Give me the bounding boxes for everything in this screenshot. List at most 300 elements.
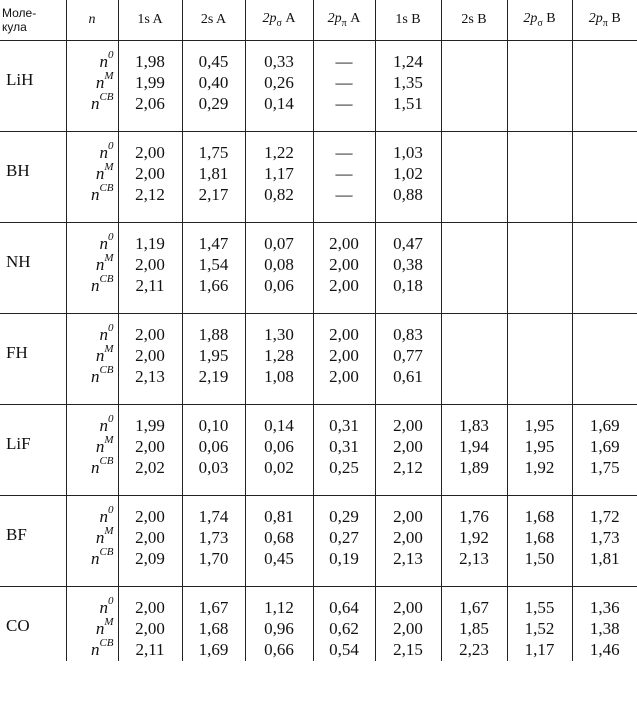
column-header — [507, 0, 572, 41]
n-label — [67, 366, 114, 387]
value: 1,73 — [198, 528, 229, 547]
value: 0,02 — [264, 458, 294, 477]
molecule-row-nh — [0, 223, 637, 298]
column-header-subscript: π — [602, 17, 608, 29]
value-cell — [375, 314, 441, 389]
value-cell — [118, 405, 182, 480]
gap-cell — [182, 388, 245, 405]
value — [573, 142, 637, 163]
n-label — [67, 275, 114, 296]
molecule-row-bf — [0, 496, 637, 571]
value: 0,18 — [393, 276, 423, 295]
value — [442, 72, 507, 93]
row-gap — [0, 206, 637, 223]
value: 1,75 — [589, 458, 620, 477]
value: 0,68 — [264, 528, 294, 547]
value: 1,54 — [198, 255, 229, 274]
molecule-header-line-1: Моле- — [2, 6, 37, 20]
value: 1,12 — [264, 598, 294, 617]
value-cell — [375, 223, 441, 298]
n-label-cell — [66, 132, 118, 207]
gap-cell — [245, 388, 313, 405]
n-label — [67, 457, 114, 478]
n-label-superscript: CB — [99, 273, 114, 286]
n-label-superscript: CB — [99, 455, 114, 468]
n-label-cell — [66, 314, 118, 389]
value: 2,00 — [135, 346, 165, 365]
value: 0,27 — [329, 528, 359, 547]
value — [442, 345, 507, 366]
value: 1,99 — [135, 73, 165, 92]
value: 0,07 — [264, 234, 294, 253]
value: 1,02 — [393, 164, 423, 183]
molecule-row-lih — [0, 41, 637, 116]
molecule-row-lif — [0, 405, 637, 480]
n-label-base: n — [99, 416, 108, 435]
n-label-superscript: 0 — [108, 322, 114, 335]
value-cell — [245, 405, 313, 480]
value: 1,30 — [264, 325, 294, 344]
value-cell — [118, 132, 182, 207]
value: — — [335, 73, 353, 92]
n-label-base: n — [99, 52, 108, 71]
molecule-header — [0, 0, 66, 41]
value-cell — [375, 41, 441, 116]
value-cell — [507, 496, 572, 571]
value-cell — [118, 223, 182, 298]
n-label-base: n — [95, 346, 105, 365]
value: 0,19 — [329, 549, 359, 568]
value — [442, 93, 507, 114]
value — [573, 275, 637, 296]
value-cell — [375, 496, 441, 571]
value: 1,74 — [198, 507, 229, 526]
value: 2,23 — [459, 640, 489, 659]
gap-cell — [118, 479, 182, 496]
n-label-superscript: M — [104, 252, 114, 265]
value: 0,25 — [329, 458, 359, 477]
gap-cell — [0, 206, 66, 223]
value: 0,88 — [393, 185, 423, 204]
n-label — [67, 51, 114, 72]
value-cell — [313, 587, 375, 662]
value-cell — [572, 587, 637, 662]
value: 0,77 — [393, 346, 423, 365]
gap-cell — [66, 570, 118, 587]
value: — — [335, 185, 353, 204]
value: 0,96 — [264, 619, 294, 638]
n-label — [67, 618, 114, 639]
n-label-superscript: 0 — [108, 413, 114, 426]
value — [573, 233, 637, 254]
column-header — [182, 0, 245, 41]
value-cell — [118, 496, 182, 571]
value-cell — [507, 132, 572, 207]
value-cell — [245, 223, 313, 298]
n-label-superscript: 0 — [108, 595, 114, 608]
gap-cell — [118, 297, 182, 314]
value: 2,00 — [393, 598, 423, 617]
n-label-superscript: M — [104, 161, 114, 174]
value: 0,66 — [264, 640, 294, 659]
n-label — [67, 93, 114, 114]
column-header-suffix: B — [542, 11, 556, 27]
value: 0,08 — [264, 255, 294, 274]
value: 1,08 — [264, 367, 294, 386]
value-cell — [118, 41, 182, 116]
value-cell — [441, 223, 507, 298]
value-cell — [572, 132, 637, 207]
value: 1,94 — [459, 437, 489, 456]
value-cell — [572, 405, 637, 480]
value: 2,00 — [393, 437, 423, 456]
value: 1,17 — [524, 640, 555, 659]
value: 1,52 — [524, 619, 555, 638]
value: 0,45 — [264, 549, 294, 568]
gap-cell — [182, 206, 245, 223]
value: 1,55 — [524, 598, 555, 617]
gap-cell — [245, 570, 313, 587]
value: 2,11 — [135, 276, 165, 295]
gap-cell — [375, 297, 441, 314]
value-cell — [572, 496, 637, 571]
value-cell — [313, 314, 375, 389]
molecule-row-fh — [0, 314, 637, 389]
gap-cell — [441, 206, 507, 223]
value-cell — [182, 41, 245, 116]
value — [442, 184, 507, 205]
value-cell — [182, 496, 245, 571]
value: 0,45 — [198, 52, 229, 71]
value: 2,13 — [393, 549, 423, 568]
value — [573, 93, 637, 114]
gap-cell — [66, 297, 118, 314]
value: 1,47 — [198, 234, 229, 253]
value — [442, 233, 507, 254]
n-label-base: n — [99, 143, 108, 162]
molecule-row-bh — [0, 132, 637, 207]
gap-cell — [375, 388, 441, 405]
gap-cell — [572, 297, 637, 314]
value: 0,47 — [393, 234, 423, 253]
n-label-superscript: CB — [99, 637, 114, 650]
value: 0,14 — [264, 416, 294, 435]
gap-cell — [441, 388, 507, 405]
value: 2,13 — [459, 549, 489, 568]
gap-cell — [507, 297, 572, 314]
value: 1,68 — [524, 528, 555, 547]
gap-cell — [0, 479, 66, 496]
n-label — [67, 436, 114, 457]
value: 2,00 — [393, 619, 423, 638]
value-cell — [441, 314, 507, 389]
value: 2,15 — [393, 640, 423, 659]
row-gap — [0, 388, 637, 405]
gap-cell — [66, 206, 118, 223]
value — [508, 233, 572, 254]
value: 0,64 — [329, 598, 359, 617]
value: 0,10 — [198, 416, 229, 435]
n-label-superscript: CB — [99, 546, 114, 559]
gap-cell — [245, 115, 313, 132]
column-header-subscript: π — [341, 17, 347, 29]
value-cell — [245, 587, 313, 662]
value: 1,98 — [135, 52, 165, 71]
gap-cell — [441, 115, 507, 132]
column-header — [313, 0, 375, 41]
n-label-cell — [66, 223, 118, 298]
value — [573, 345, 637, 366]
value: 2,00 — [329, 346, 359, 365]
value: 2,17 — [198, 185, 229, 204]
value-cell — [182, 587, 245, 662]
value: 2,13 — [135, 367, 165, 386]
gap-cell — [507, 388, 572, 405]
gap-cell — [118, 388, 182, 405]
n-label-base: n — [90, 185, 100, 204]
value: 2,00 — [393, 416, 423, 435]
value-cell — [507, 405, 572, 480]
value — [508, 366, 572, 387]
value: 2,00 — [329, 234, 359, 253]
value — [508, 184, 572, 205]
value — [573, 184, 637, 205]
n-label-base: n — [90, 367, 100, 386]
value: 0,83 — [393, 325, 423, 344]
value: 1,81 — [589, 549, 620, 568]
gap-cell — [572, 479, 637, 496]
gap-cell — [118, 570, 182, 587]
n-header: n — [66, 0, 118, 41]
gap-cell — [66, 115, 118, 132]
value-cell — [182, 132, 245, 207]
n-label-base: n — [90, 94, 100, 113]
gap-cell — [507, 115, 572, 132]
value: 1,28 — [264, 346, 294, 365]
value: 2,09 — [135, 549, 165, 568]
value — [573, 51, 637, 72]
gap-cell — [313, 206, 375, 223]
molecule-name: CO — [0, 587, 66, 662]
gap-cell — [0, 570, 66, 587]
n-label-superscript: M — [104, 616, 114, 629]
column-header-suffix: B — [607, 11, 621, 27]
column-header-main: 2p — [588, 11, 603, 27]
value: 2,00 — [393, 507, 423, 526]
n-label-superscript: CB — [99, 91, 114, 104]
n-label-superscript: 0 — [108, 504, 114, 517]
value: — — [335, 143, 353, 162]
value: 2,00 — [329, 255, 359, 274]
value: 0,81 — [264, 507, 294, 526]
value: 1,68 — [524, 507, 555, 526]
n-label-base: n — [95, 619, 105, 638]
gap-cell — [0, 388, 66, 405]
gap-cell — [66, 388, 118, 405]
n-label-base: n — [99, 325, 108, 344]
value: 0,29 — [198, 94, 229, 113]
value-cell — [375, 405, 441, 480]
row-gap — [0, 570, 637, 587]
n-label — [67, 548, 114, 569]
value: 2,12 — [393, 458, 423, 477]
value — [442, 142, 507, 163]
value: 2,19 — [198, 367, 229, 386]
n-label — [67, 639, 114, 660]
gap-cell — [313, 115, 375, 132]
value: 1,83 — [459, 416, 489, 435]
gap-cell — [507, 206, 572, 223]
value — [573, 72, 637, 93]
value: 1,95 — [198, 346, 229, 365]
value: 2,00 — [135, 507, 165, 526]
value: 2,00 — [135, 164, 165, 183]
value: 1,17 — [264, 164, 294, 183]
value-cell — [313, 132, 375, 207]
value: 0,33 — [264, 52, 294, 71]
column-header-main: 2s B — [461, 12, 487, 27]
value: 1,35 — [393, 73, 423, 92]
gap-cell — [118, 115, 182, 132]
value-cell — [245, 132, 313, 207]
n-label-base: n — [99, 507, 108, 526]
value: 2,00 — [135, 255, 165, 274]
molecule-name: FH — [0, 314, 66, 389]
gap-cell — [441, 479, 507, 496]
value-cell — [118, 314, 182, 389]
n-label-base: n — [99, 234, 108, 253]
n-label-superscript: CB — [99, 182, 114, 195]
value: 2,06 — [135, 94, 165, 113]
gap-cell — [182, 297, 245, 314]
value: 2,00 — [135, 325, 165, 344]
value — [508, 324, 572, 345]
value-cell — [441, 496, 507, 571]
value-cell — [245, 314, 313, 389]
gap-cell — [182, 479, 245, 496]
value-cell — [375, 132, 441, 207]
column-header-suffix: A — [281, 11, 296, 27]
gap-cell — [182, 570, 245, 587]
n-label — [67, 233, 114, 254]
value-cell — [572, 314, 637, 389]
value: 1,88 — [198, 325, 229, 344]
value-cell — [507, 41, 572, 116]
value: 0,82 — [264, 185, 294, 204]
value: 1,03 — [393, 143, 423, 162]
n-label-base: n — [95, 255, 105, 274]
n-label-cell — [66, 405, 118, 480]
n-label-superscript: 0 — [108, 49, 114, 62]
n-label — [67, 527, 114, 548]
column-header-main: 1s B — [395, 12, 421, 27]
gap-cell — [245, 479, 313, 496]
value: 0,06 — [264, 276, 294, 295]
molecule-header-line-2: кула — [2, 20, 27, 34]
column-header-main: 2p — [262, 11, 277, 27]
value: 1,50 — [524, 549, 555, 568]
value-cell — [118, 587, 182, 662]
gap-cell — [375, 115, 441, 132]
value: 2,00 — [329, 276, 359, 295]
gap-cell — [313, 570, 375, 587]
gap-cell — [507, 479, 572, 496]
value — [442, 163, 507, 184]
value: 2,00 — [329, 325, 359, 344]
gap-cell — [313, 297, 375, 314]
n-label — [67, 324, 114, 345]
value: 2,00 — [135, 437, 165, 456]
value: 1,92 — [459, 528, 489, 547]
value: 1,70 — [198, 549, 229, 568]
n-label-superscript: 0 — [108, 231, 114, 244]
gap-cell — [375, 206, 441, 223]
value — [573, 366, 637, 387]
value: 0,31 — [329, 437, 359, 456]
value — [573, 324, 637, 345]
column-header-main: 1s A — [137, 12, 163, 27]
value — [573, 163, 637, 184]
column-header-main: 2s A — [200, 12, 227, 27]
n-label-base: n — [95, 437, 105, 456]
value: 1,95 — [524, 437, 555, 456]
n-label-superscript: 0 — [108, 140, 114, 153]
value: 1,76 — [459, 507, 489, 526]
n-label-superscript: CB — [99, 364, 114, 377]
value-cell — [441, 587, 507, 662]
gap-cell — [572, 115, 637, 132]
value: 1,85 — [459, 619, 489, 638]
n-label-base: n — [95, 164, 105, 183]
row-gap — [0, 297, 637, 314]
value-cell — [245, 496, 313, 571]
value-cell — [313, 405, 375, 480]
value-cell — [507, 587, 572, 662]
value: 1,73 — [589, 528, 620, 547]
gap-cell — [313, 388, 375, 405]
value — [508, 345, 572, 366]
value: 1,92 — [524, 458, 555, 477]
value: 1,67 — [198, 598, 229, 617]
column-header-main: 2p — [327, 11, 342, 27]
value — [442, 254, 507, 275]
value: 1,68 — [198, 619, 229, 638]
row-gap — [0, 479, 637, 496]
n-label-base: n — [99, 598, 108, 617]
value: 1,95 — [524, 416, 555, 435]
value: 1,51 — [393, 94, 423, 113]
header-row — [0, 0, 637, 41]
value: 2,00 — [329, 367, 359, 386]
value: 2,00 — [393, 528, 423, 547]
value: 0,14 — [264, 94, 294, 113]
value: 2,02 — [135, 458, 165, 477]
gap-cell — [572, 206, 637, 223]
value — [442, 51, 507, 72]
value-cell — [572, 223, 637, 298]
gap-cell — [441, 297, 507, 314]
value — [442, 275, 507, 296]
value: 1,36 — [589, 598, 620, 617]
value: 0,54 — [329, 640, 359, 659]
n-label-base: n — [90, 640, 100, 659]
value: 1,66 — [198, 276, 229, 295]
value-cell — [313, 223, 375, 298]
molecule-name: BH — [0, 132, 66, 207]
value: 2,12 — [135, 185, 165, 204]
value-cell — [313, 41, 375, 116]
gap-cell — [182, 115, 245, 132]
